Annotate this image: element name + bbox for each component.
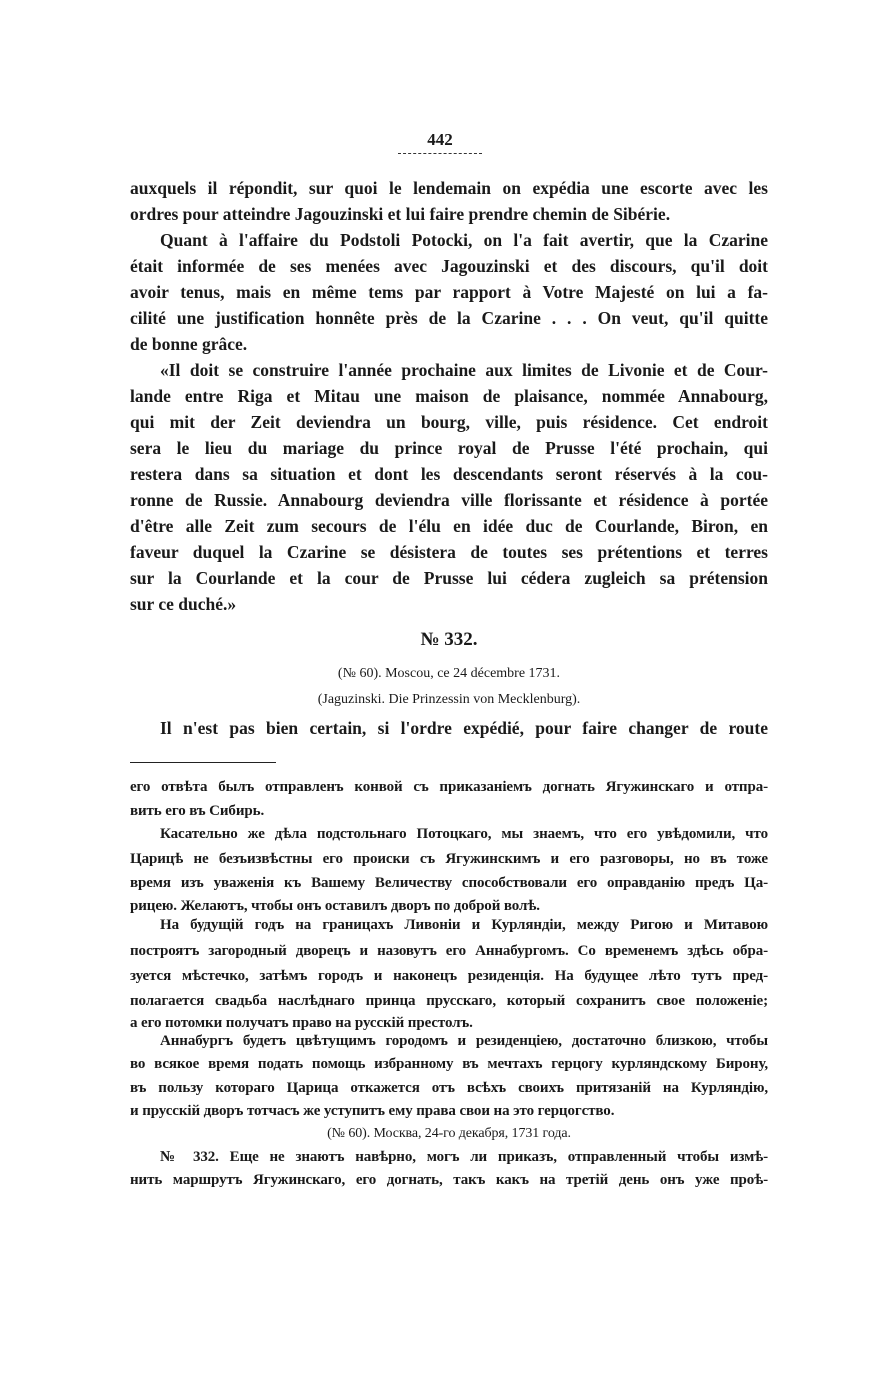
french-text-line: d'être alle Zeit zum secours de l'élu en idée duc de Courlande, Biron, en — [130, 516, 768, 536]
french-text-line: lande entre Riga et Mitau une maison de plaisance, nommée Annabourg, — [130, 386, 768, 406]
french-text-line: Il n'est pas bien certain, si l'ordre expédié, pour faire changer de route — [160, 718, 768, 738]
french-text-line: de bonne grâce. — [130, 334, 248, 354]
russian-text-line: вить его въ Сибирь. — [130, 803, 265, 819]
french-text-line: sur la Courlande et la cour de Prusse lui cédera zugleich sa prétension — [130, 568, 768, 588]
russian-text-line: зуется мѣстечко, затѣмъ городъ и наконецъ резиденція. На будущее лѣто тутъ пред- — [130, 968, 768, 984]
russian-text-line: полагается свадьба наслѣднаго принца прусскаго, который сохранитъ свое положеніе; — [130, 993, 768, 1009]
russian-text-line: построятъ загородный дворецъ и назовутъ его Аннабургомъ. Со временемъ здѣсь обра- — [130, 943, 768, 959]
page-number: 442 — [427, 130, 453, 149]
russian-text-line: Касательно же дѣла подстольнаго Потоцкаго, мы знаемъ, что его увѣдомили, что — [160, 826, 768, 842]
french-text-line: «Il doit se construire l'année prochaine aux limites de Livonie et de Cour- — [160, 360, 768, 380]
russian-text-line: нить маршрутъ Ягужинскаго, его догнать, такъ какъ на третій день онъ уже проѣ- — [130, 1172, 768, 1188]
french-text-line: était informée de ses menées avec Jagouzinski et des discours, qu'il doit — [130, 256, 768, 276]
french-text-line: ronne de Russie. Annabourg deviendra ville florissante et résidence à portée — [130, 490, 768, 510]
french-text-line: Quant à l'affaire du Podstoli Potocki, on l'a fait avertir, que la Czarine — [160, 230, 768, 250]
french-text-line: (№ 60). Moscou, ce 24 décembre 1731. — [337, 666, 561, 681]
russian-text-line: во всякое время подать помощь избранному въ мечтахъ герцогу курляндскому Бирону, — [130, 1056, 768, 1072]
french-text-line: auxquels il répondit, sur quoi le lendemain on expédia une escorte avec les — [130, 178, 768, 198]
russian-text-line: время изъ уваженія къ Вашему Величеству способствовали его оправданію предъ Ца- — [130, 875, 768, 891]
french-text-line: sur ce duché.» — [130, 594, 237, 614]
russian-text-line: въ пользу котораго Царица откажется отъ всѣхъ своихъ притязаній на Курляндію, — [130, 1080, 768, 1096]
russian-text-line: На будущій годъ на границахъ Ливоніи и Курляндіи, между Ригою и Митавою — [160, 917, 768, 933]
russian-text-line: Царицѣ не безъизвѣстны его происки съ Ягужинскимъ и его разговоры, но въ тоже — [130, 851, 768, 867]
russian-text-line: № 332. Еще не знаютъ навѣрно, могъ ли приказъ, отправленный чтобы измѣ- — [160, 1149, 768, 1165]
french-text-line: sera le lieu du mariage du prince royal de Prusse l'été prochain, qui — [130, 438, 768, 458]
french-text-line: (Jaguzinski. Die Prinzessin von Mecklenburg). — [317, 692, 581, 707]
french-text-line: faveur duquel la Czarine se désistera de toutes ses prétentions et terres — [130, 542, 768, 562]
russian-text-line: его отвѣта былъ отправленъ конвой съ приказаніемъ догнать Ягужинскаго и отпра- — [130, 779, 768, 795]
russian-text-line: Аннабургъ будетъ цвѣтущимъ городомъ и резиденціею, достаточно близкою, чтобы — [160, 1033, 768, 1049]
russian-text-line: а его потомки получатъ право на русскій престолъ. — [130, 1015, 473, 1031]
french-text-line: ordres pour atteindre Jagouzinski et lui faire prendre chemin de Sibérie. — [130, 204, 671, 224]
french-text-line: restera dans sa situation et dont les descendants seront réservés à la cou- — [130, 464, 768, 484]
footnote-separator — [130, 762, 276, 763]
french-text-line: № 332. — [420, 629, 478, 650]
french-text-line: cilité une justification honnête près de la Czarine . . . On veut, qu'il quitte — [130, 308, 768, 328]
french-text-line: qui mit der Zeit deviendra un bourg, ville, puis résidence. Cet endroit — [130, 412, 768, 432]
russian-text-line: (№ 60). Москва, 24-го декабря, 1731 года. — [327, 1126, 571, 1141]
page-number-rule — [398, 153, 482, 154]
russian-text-line: рицею. Желаютъ, чтобы онъ оставилъ дворъ по доброй волѣ. — [130, 898, 540, 914]
french-text-line: avoir tenus, mais en même tems par rapport à Votre Majesté on lui a fa- — [130, 282, 768, 302]
russian-text-line: и прусскій дворъ тотчасъ же уступитъ ему права свои на это герцогство. — [130, 1103, 615, 1119]
